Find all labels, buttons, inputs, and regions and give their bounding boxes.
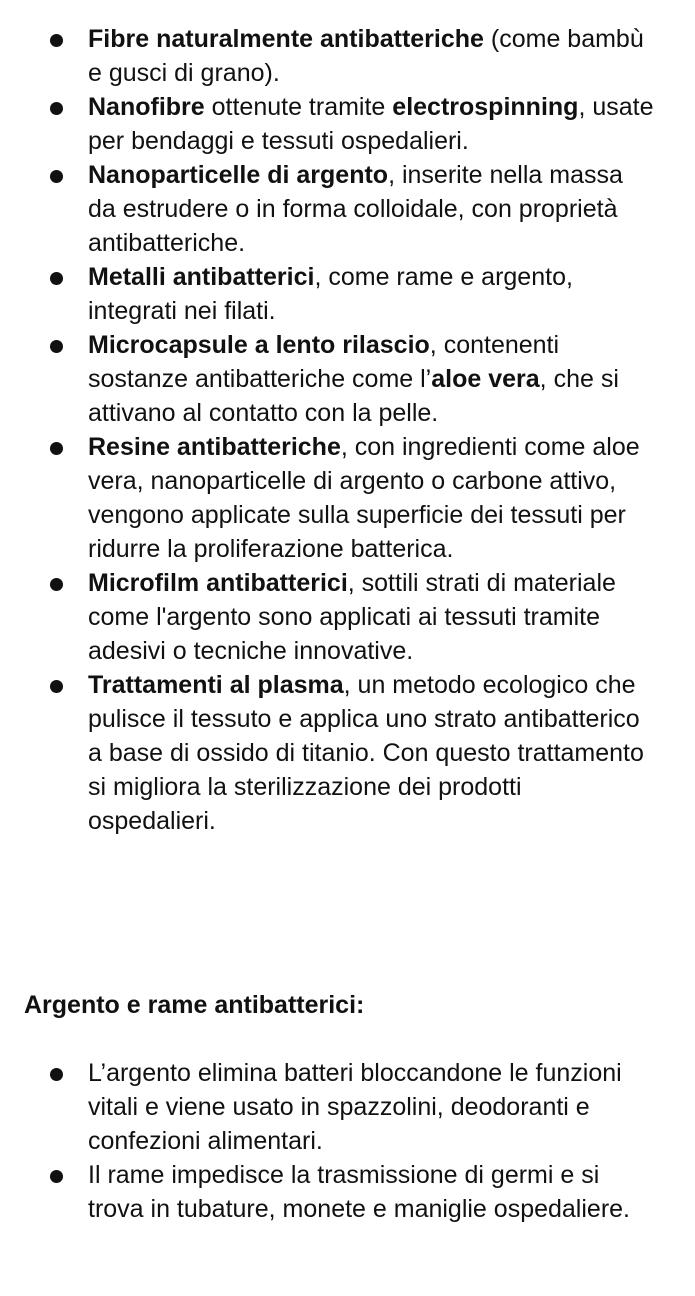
- list-item: [0, 260, 695, 328]
- bullet-icon: [50, 1170, 63, 1183]
- metals-list: [0, 1056, 695, 1226]
- bullet-icon: [50, 170, 63, 183]
- item-term: Microcapsule a lento rilascio: [88, 331, 430, 359]
- item-text: Il rame impedisce la trasmissione di germi e si trova in tubature, monete e maniglie ospedaliere.: [88, 1161, 630, 1223]
- item-term: Trattamenti al plasma: [88, 671, 344, 699]
- item-text: , contenenti sostanze antibatteriche come l’: [88, 331, 560, 393]
- list-item: [0, 1056, 695, 1158]
- item-text-secondary: , usate per bendaggi e tessuti ospedalieri.: [88, 93, 654, 155]
- list-item: [0, 566, 695, 668]
- item-term: Nanofibre: [88, 93, 205, 121]
- list-item: [0, 668, 695, 838]
- item-text: , un metodo ecologico che pulisce il tessuto e applica uno strato antibatterico a base di ossido di titanio. Con questo trattamento si migliora la sterilizzazione dei prodotti ospedalieri.: [88, 671, 644, 835]
- item-text: , sottili strati di materiale come l'argento sono applicati ai tessuti tramite adesivi o tecniche innovative.: [88, 569, 616, 665]
- list-item: [0, 1158, 695, 1226]
- item-text: , come rame e argento, integrati nei filati.: [88, 263, 573, 325]
- bullet-icon: [50, 272, 63, 285]
- item-term: Metalli antibatterici: [88, 263, 315, 291]
- bullet-icon: [50, 34, 63, 47]
- item-term: Resine antibatteriche: [88, 433, 341, 461]
- item-text: (come bambù e gusci di grano).: [88, 25, 644, 87]
- bullet-icon: [50, 578, 63, 591]
- item-text: , inserite nella massa da estrudere o in forma colloidale, con proprietà antibatteriche.: [88, 161, 623, 257]
- bullet-icon: [50, 680, 63, 693]
- antibacterial-methods-list: [0, 22, 695, 838]
- bullet-icon: [50, 102, 63, 115]
- section-heading: Argento e rame antibatterici:: [24, 991, 365, 1019]
- item-term-secondary: electrospinning: [392, 93, 579, 121]
- bullet-icon: [50, 1068, 63, 1081]
- item-text: ottenute tramite: [204, 93, 393, 121]
- item-term: Fibre naturalmente antibatteriche: [88, 25, 484, 53]
- list-item: [0, 328, 695, 430]
- list-item: [0, 22, 695, 90]
- bullet-icon: [50, 442, 63, 455]
- item-term: Microfilm antibatterici: [88, 569, 348, 597]
- bullet-icon: [50, 340, 63, 353]
- list-item: [0, 430, 695, 566]
- item-text: L’argento elimina batteri bloccandone le funzioni vitali e viene usato in spazzolini, deodoranti e confezioni alimentari.: [88, 1059, 622, 1155]
- list-item: [0, 90, 695, 158]
- item-text-secondary: , che si attivano al contatto con la pelle.: [88, 365, 619, 427]
- item-text: , con ingredienti come aloe vera, nanoparticelle di argento o carbone attivo, vengono applicate sulla superficie dei tessuti per ridurre la proliferazione batterica.: [88, 433, 640, 563]
- item-term: Nanoparticelle di argento: [88, 161, 389, 189]
- item-term-secondary: aloe vera: [431, 365, 540, 393]
- list-item: [0, 158, 695, 260]
